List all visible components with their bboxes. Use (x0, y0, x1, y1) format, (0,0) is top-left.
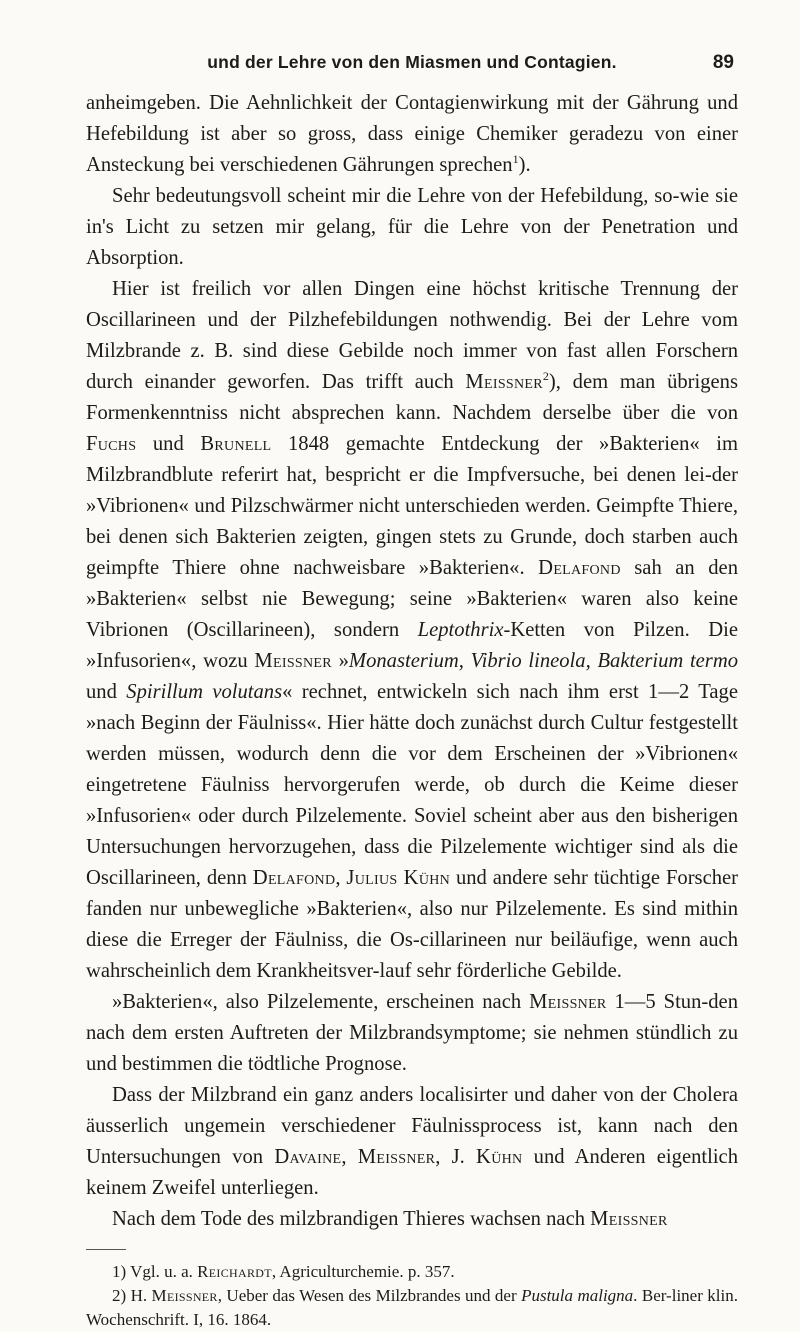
text-run: , (341, 1146, 358, 1168)
text-run: anheimgeben. Die Aehnlichkeit der Contagienwirkung mit der Gährung und Hefebildung ist aber so gross, dass einige Chemiker geradezu von einer Ansteckung bei verschiedenen Gährungen sprechen (86, 92, 738, 176)
author-name: Davaine (274, 1146, 342, 1168)
text-run: , J. (435, 1146, 477, 1168)
text-run: , (335, 867, 347, 889)
text-run: 2) H. (112, 1286, 152, 1305)
text-run: , Agriculturchemie. p. 357. (271, 1262, 455, 1281)
italic-term: Spirillum volutans (126, 681, 283, 703)
page-header (86, 0, 738, 88)
author-name: Fuchs (86, 433, 137, 455)
body-text (86, 88, 738, 1235)
paragraph-2: Sehr bedeutungsvoll scheint mir die Lehre von der Hefebildung, so-wie sie in's Licht zu setzen mir gelang, für die Lehre von der Penetration und Absorption. (86, 185, 738, 269)
italic-term: Leptothrix (417, 619, 504, 641)
text-run: und (86, 681, 127, 703)
author-name: Julius Kühn (346, 867, 451, 889)
text-run: sah an den »Bakterien« selbst nie Bewegung; seine »Bakterien« waren also keine Vibrionen (Oscillarineen), sondern (86, 557, 738, 641)
paragraph-3 (86, 274, 738, 987)
paragraph-4 (86, 987, 738, 1080)
footnote-1 (86, 1260, 738, 1284)
footnote-ref-2[interactable]: 2 (542, 369, 549, 383)
italic-term: Pustula maligna (521, 1286, 634, 1305)
text-run: « rechnet, entwickeln sich nach ihm erst 1—2 Tage »nach Beginn der Fäulniss«. Hier hätte doch zunächst durch Cultur festgestellt werden müssen, wodurch denn die vor dem Erscheinen der »Vibrionen« eingetretene Fäulniss hervorgerufen werde, ob durch die Keime dieser »Infusorien« oder durch Pilzelemente. Soviel scheint aber aus den bisherigen Untersuchungen hervorzugehen, dass die Pilzelemente wichtiger sind als die Oscillarineen, denn (86, 681, 738, 889)
text-run: ). (518, 154, 531, 176)
text-run: , Ueber das Wesen des Milzbrandes und der (217, 1286, 522, 1305)
footnote-ref-1[interactable]: 1 (512, 152, 519, 166)
footnote-divider (86, 1249, 126, 1250)
text-run: » (331, 650, 349, 672)
italic-term: Monasterium, Vibrio lineola, Bakterium termo (348, 650, 738, 672)
author-name: Meissner (590, 1208, 668, 1230)
text-run: Hier ist freilich vor allen Dingen eine höchst kritische Trennung der Oscillarineen und der Pilzhefebildungen nothwendig. Bei der Lehre vom Milzbrande z. B. sind diese Gebilde noch immer von fast allen Forschern durch einander geworfen. Das trifft auch (86, 278, 738, 393)
author-name: Brunell (200, 433, 272, 455)
author-name: Kühn (476, 1146, 523, 1168)
text-run: und (136, 433, 201, 455)
text-run: und Anderen eigentlich keinem Zweifel unterliegen. (86, 1146, 738, 1199)
author-name: Meissner (254, 650, 332, 672)
author-name: Delafond (538, 557, 621, 579)
author-name: Meissner (357, 1146, 436, 1168)
text-run: 1—5 Stun-den nach dem ersten Auftreten der Milzbrandsymptome; sie nehmen stündlich zu und bestimmen die tödtliche Prognose. (86, 991, 738, 1075)
text-run: ), dem man übrigens Formenkenntniss nicht absprechen kann. Nachdem derselbe über die von (86, 371, 738, 424)
text-run: 1) Vgl. u. a. (112, 1262, 198, 1281)
text-run: 1848 gemachte Entdeckung der »Bakterien« im Milzbrandblute referirt hat, bespricht er die Impfversuche, bei denen lei-der »Vibrionen« und Pilzschwärmer nicht unterschieden werden. Geimpfte Thiere, bei denen sich Bakterien zeigten, gingen stets zu Grunde, doch starben auch geimpfte Thiere ohne nachweisbare »Bakterien«. (86, 433, 738, 579)
author-name: Reichardt (197, 1262, 272, 1281)
text-run: »Bakterien«, also Pilzelemente, erscheinen nach (112, 991, 530, 1013)
footnotes (86, 1260, 738, 1332)
author-name: Meissner (151, 1286, 218, 1305)
paragraph-1 (86, 88, 738, 181)
author-name: Meissner (465, 371, 543, 393)
author-name: Meissner (529, 991, 607, 1013)
footnote-2 (86, 1284, 738, 1332)
text-run: -Ketten von Pilzen. Die »Infusorien«, wozu (86, 619, 738, 672)
paragraph-5 (86, 1080, 738, 1204)
text-run: und andere sehr tüchtige Forscher fanden nur unbewegliche »Bakterien«, also nur Pilzelemente. Es sind mithin diese die Erreger der Fäulniss, die Os-cillarineen nur beiläufige, wenn auch wahrscheinlich dem Krankheitsver-lauf sehr förderliche Gebilde. (86, 867, 739, 982)
text-run: Nach dem Tode des milzbrandigen Thieres wachsen nach (112, 1208, 591, 1230)
text-run: Dass der Milzbrand ein ganz anders localisirter und daher von der Cholera äusserlich ungemein verschiedener Fäulnissprocess ist, kann nach den Untersuchungen von (86, 1084, 738, 1168)
author-name: Delafond (252, 867, 336, 889)
paragraph-6 (86, 1204, 738, 1235)
running-title: und der Lehre von den Miasmen und Contagien. (207, 52, 617, 72)
page-number: 89 (712, 52, 734, 73)
text-run: . Ber-liner klin. Wochenschrift. I, 16. 1864. (86, 1286, 738, 1329)
